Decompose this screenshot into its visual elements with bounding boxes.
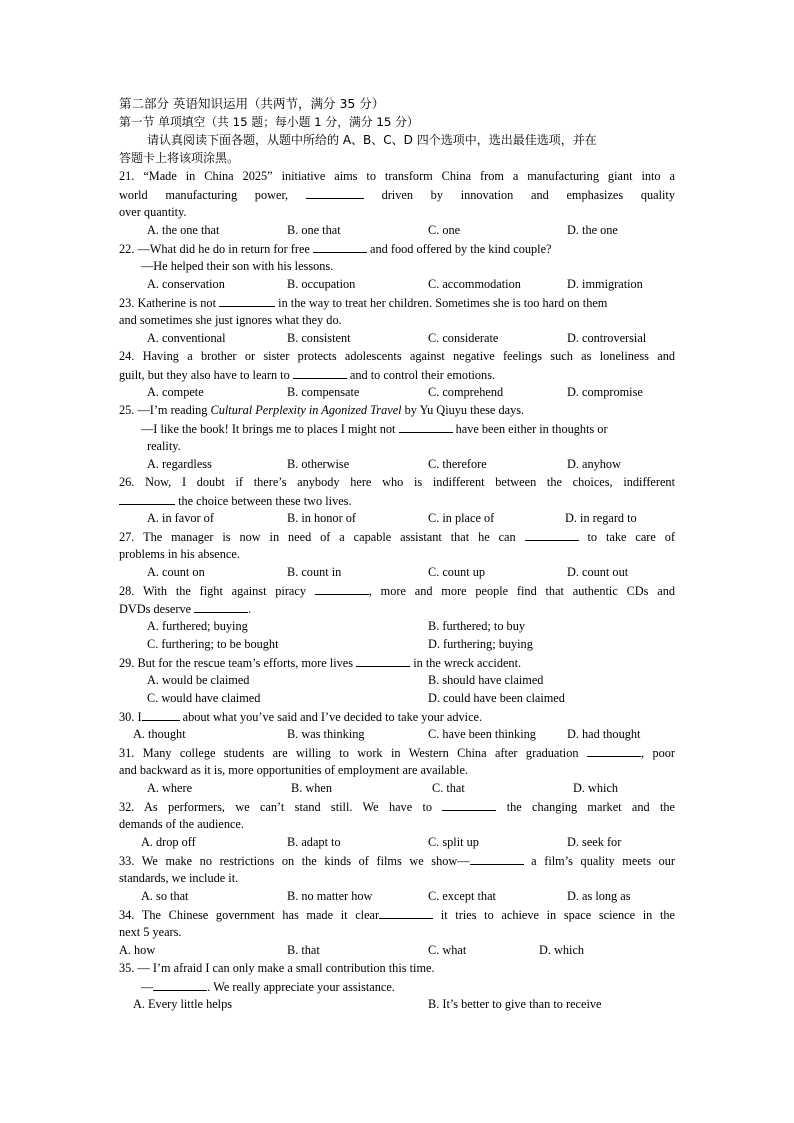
option-a: A. conventional (147, 331, 226, 345)
q30-stem-line-1: 30. I about what you’ve said and I’ve decided to take your advice. (119, 707, 675, 725)
option-b: B. consistent (287, 331, 351, 345)
q24-stem-line-1: 24. Having a brother or sister protects adolescents against negative feelings such as loneliness and (119, 349, 675, 363)
option-d: D. furthering; buying (428, 637, 533, 651)
q23-stem-line-2: and sometimes she just ignores what they do. (119, 313, 342, 327)
option-c: C. would have claimed (147, 691, 261, 705)
option-c: C. comprehend (428, 385, 504, 399)
option-d: D. count out (567, 565, 629, 579)
q34-options (119, 941, 675, 959)
q28-options-row-1 (119, 617, 675, 635)
q28-options-row-2 (119, 635, 675, 653)
answer-blank (525, 527, 579, 541)
q27-options (119, 563, 675, 581)
option-a: A. would be claimed (147, 673, 250, 687)
option-b: B. was thinking (287, 727, 365, 741)
q28-stem-line-1: 28. With the fight against piracy , more and more people find that authentic CDs and (119, 581, 675, 599)
option-a: A. the one that (147, 223, 220, 237)
q27-stem-line-1: 27. The manager is now in need of a capable assistant that he can to take care of (119, 527, 675, 545)
answer-blank (470, 851, 524, 865)
option-d: D. as long as (567, 889, 631, 903)
option-b: B. adapt to (287, 835, 341, 849)
option-b: B. compensate (287, 385, 360, 399)
q27-stem-line-2: problems in his absence. (119, 547, 240, 561)
q24-options (119, 383, 675, 401)
option-c: C. furthering; to be bought (147, 637, 279, 651)
option-d: D. which (539, 943, 585, 957)
book-title: Cultural Perplexity in Agonized Travel (210, 403, 402, 417)
answer-blank (119, 491, 175, 505)
q31-options (119, 779, 675, 797)
answer-blank (153, 977, 207, 991)
option-b: B. should have claimed (428, 673, 544, 687)
instruction-line-2: 答题卡上将该项涂黑。 (119, 151, 240, 165)
option-d: D. anyhow (567, 457, 621, 471)
option-d: D. immigration (567, 277, 643, 291)
subsection-title: 第一节 单项填空（共 15 题；每小题 1 分，满分 15 分） (119, 115, 419, 129)
q32-options (119, 833, 675, 851)
q34-stem-line-2: next 5 years. (119, 925, 182, 939)
option-b: B. otherwise (287, 457, 350, 471)
answer-blank (315, 581, 369, 595)
q35-stem-line-1: 35. — I’m afraid I can only make a small contribution this time. (119, 961, 435, 975)
q22-stem-line-1: 22. —What did he do in return for free and food offered by the kind couple? (119, 239, 675, 257)
q29-options-row-2 (119, 689, 675, 707)
q33-stem-line-1: 33. We make no restrictions on the kinds of films we show— a film’s quality meets our (119, 851, 675, 869)
q25-stem-line-1: 25. —I’m reading Cultural Perplexity in Agonized Travel by Yu Qiuyu these days. (119, 403, 525, 417)
option-c: C. split up (428, 835, 479, 849)
option-b: B. occupation (287, 277, 356, 291)
q26-stem-line-1: 26. Now, I doubt if there’s anybody here who is indifferent between the choices, indifferent (119, 475, 675, 489)
option-c: C. that (432, 781, 465, 795)
option-d: D. compromise (567, 385, 643, 399)
answer-blank (293, 365, 347, 379)
instruction-line-1: 请认真阅读下面各题，从题中所给的 A、B、C、D 四个选项中，选出最佳选项，并在 (147, 133, 597, 147)
option-c: C. considerate (428, 331, 499, 345)
option-a: A. thought (133, 727, 186, 741)
option-c: C. have been thinking (428, 727, 536, 741)
option-d: D. had thought (567, 727, 641, 741)
option-b: B. no matter how (287, 889, 373, 903)
q32-stem-line-1: 32. As performers, we can’t stand still. We have to the changing market and the (119, 797, 675, 815)
q35-options (119, 995, 675, 1013)
answer-blank (194, 599, 248, 613)
option-b: B. that (287, 943, 320, 957)
q31-stem-line-1: 31. Many college students are willing to work in Western China after graduation , poor (119, 743, 675, 761)
option-a: A. drop off (141, 835, 196, 849)
q25-stem-line-2: —I like the book! It brings me to places I might not have been either in thoughts or (119, 419, 675, 437)
answer-blank (306, 185, 364, 199)
option-b: B. in honor of (287, 511, 356, 525)
answer-blank (219, 293, 275, 307)
q26-stem-line-2: the choice between these two lives. (119, 491, 675, 509)
option-d: D. in regard to (565, 511, 637, 525)
option-b: B. one that (287, 223, 341, 237)
option-b: B. count in (287, 565, 342, 579)
exam-page (119, 94, 675, 1013)
option-c: C. therefore (428, 457, 487, 471)
q22-options (119, 275, 675, 293)
q23-options (119, 329, 675, 347)
option-c: C. count up (428, 565, 486, 579)
answer-blank (399, 419, 453, 433)
option-d: D. the one (567, 223, 618, 237)
option-c: C. in place of (428, 511, 495, 525)
q21-stem-line-2: world manufacturing power, driven by innovation and emphasizes quality (119, 185, 675, 203)
q33-options (119, 887, 675, 905)
option-a: A. so that (141, 889, 189, 903)
option-a: A. how (119, 943, 156, 957)
section-title: 第二部分 英语知识运用（共两节，满分 35 分） (119, 96, 385, 111)
q21-options (119, 221, 675, 239)
q23-stem-line-1: 23. Katherine is not in the way to treat her children. Sometimes she is too hard on them (119, 293, 675, 311)
answer-blank (356, 653, 410, 667)
option-a: A. compete (147, 385, 204, 399)
answer-blank (442, 797, 496, 811)
option-c: C. what (428, 943, 467, 957)
q28-stem-line-2: DVDs deserve . (119, 599, 675, 617)
option-d: D. seek for (567, 835, 622, 849)
option-a: A. Every little helps (133, 997, 233, 1011)
q29-options-row-1 (119, 671, 675, 689)
option-a: A. count on (147, 565, 205, 579)
option-a: A. conservation (147, 277, 225, 291)
option-d: D. could have been claimed (428, 691, 565, 705)
option-a: A. furthered; buying (147, 619, 248, 633)
option-c: C. except that (428, 889, 496, 903)
option-c: C. one (428, 223, 461, 237)
q32-stem-line-2: demands of the audience. (119, 817, 244, 831)
q25-stem-line-3: reality. (147, 439, 181, 453)
option-c: C. accommodation (428, 277, 521, 291)
option-a: A. in favor of (147, 511, 214, 525)
option-a: A. regardless (147, 457, 212, 471)
option-d: D. which (573, 781, 619, 795)
q33-stem-line-2: standards, we include it. (119, 871, 239, 885)
q24-stem-line-2: guilt, but they also have to learn to and to control their emotions. (119, 365, 675, 383)
q35-stem-line-2: — . We really appreciate your assistance. (119, 977, 675, 995)
q29-stem-line-1: 29. But for the rescue team’s efforts, more lives in the wreck accident. (119, 653, 675, 671)
answer-blank (313, 239, 367, 253)
q31-stem-line-2: and backward as it is, more opportunities of employment are available. (119, 763, 468, 777)
option-b: B. It’s better to give than to receive (428, 997, 602, 1011)
option-a: A. where (147, 781, 193, 795)
answer-blank (142, 707, 180, 721)
q21-stem-line-3: over quantity. (119, 205, 187, 219)
q21-stem-line-1: 21. “Made in China 2025” initiative aims to transform China from a manufacturing giant into a (119, 169, 675, 183)
q34-stem-line-1: 34. The Chinese government has made it clear it tries to achieve in space science in the (119, 905, 675, 923)
q30-options (119, 725, 675, 743)
q26-options (119, 509, 675, 527)
answer-blank (379, 905, 433, 919)
answer-blank (587, 743, 641, 757)
option-b: B. when (291, 781, 332, 795)
option-d: D. controversial (567, 331, 647, 345)
option-b: B. furthered; to buy (428, 619, 525, 633)
q22-stem-line-2: —He helped their son with his lessons. (141, 259, 334, 273)
q25-options (119, 455, 675, 473)
